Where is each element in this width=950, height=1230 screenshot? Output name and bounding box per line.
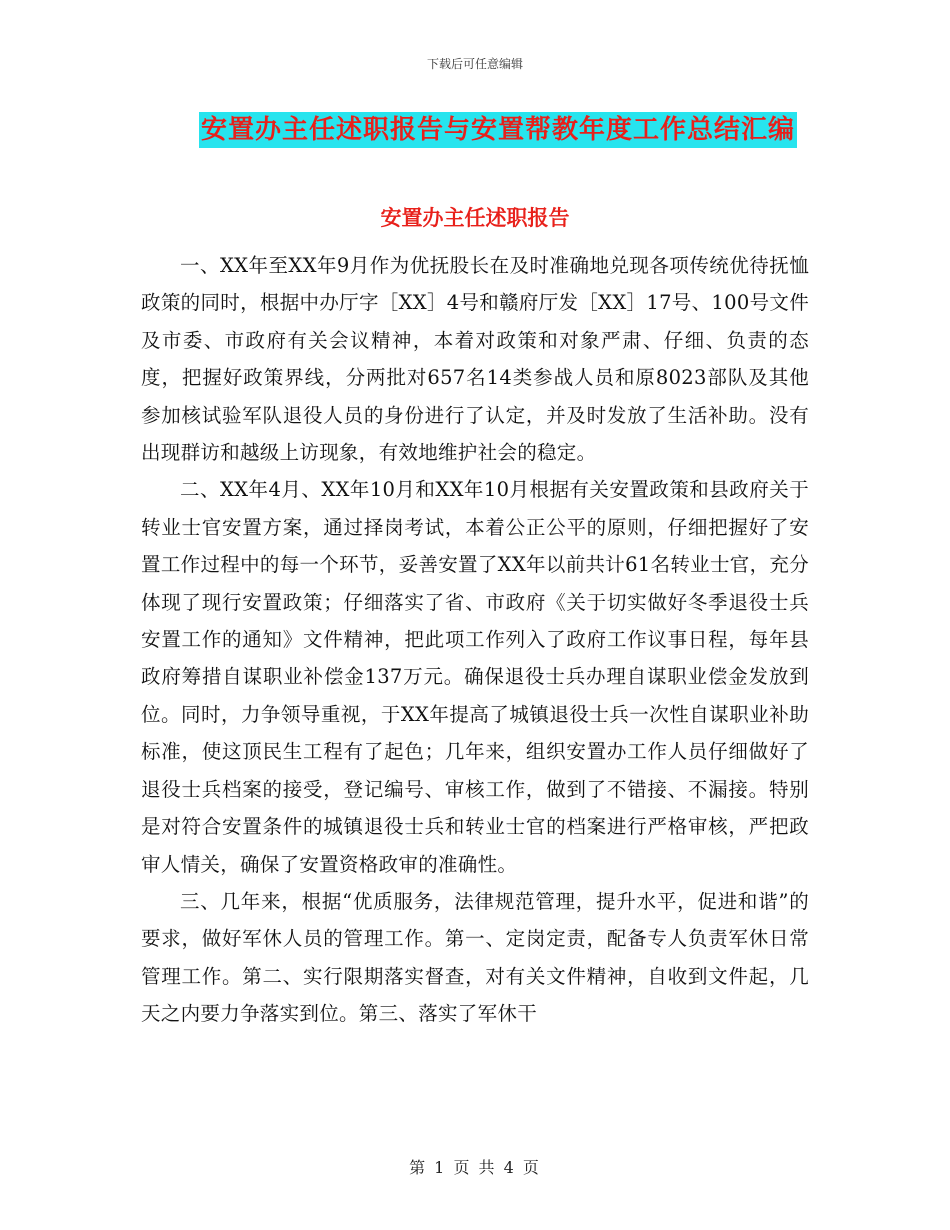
document-body xyxy=(141,247,809,1033)
paragraph-1: 一、XX年至XX年9月作为优抚股长在及时准确地兑现各项传统优待抚恤政策的同时，根据中办厅字［XX］4号和赣府厅发［XX］17号、100号文件及市委、市政府有关会议精神，本着对政策和对象严肃、仔细、负责的态度，把握好政策界线，分两批对657名14类参战人员和原8023部队及其他参加核试验军队退役人员的身份进行了认定，并及时发放了生活补助。没有出现群访和越级上访现象，有效地维护社会的稳定。 xyxy=(141,254,809,465)
document-title: 安置办主任述职报告与安置帮教年度工作总结汇编 xyxy=(199,112,797,148)
page-header-note: 下载后可任意编辑 xyxy=(426,57,523,71)
paragraph-3: 三、几年来，根据“优质服务，法律规范管理，提升水平，促进和谐”的要求，做好军休人员的管理工作。第一、定岗定责，配备专人负责军休日常管理工作。第二、实行限期落实督查，对有关文件精神，自收到文件起，几天之内要力争落实到位。第三、落实了军休干 xyxy=(141,889,809,1026)
main-title-container xyxy=(0,112,950,148)
section-title: 安置办主任述职报告 xyxy=(380,206,570,230)
paragraph-2: 二、XX年4月、XX年10月和XX年10月根据有关安置政策和县政府关于转业士官安置方案，通过择岗考试，本着公正公平的原则，仔细把握好了安置工作过程中的每一个环节，妥善安置了XX年以前共计61名转业士官，充分体现了现行安置政策；仔细落实了省、市政府《关于切实做好冬季退役士兵安置工作的通知》文件精神，把此项工作列入了政府工作议事日程，每年县政府筹措自谋职业补偿金137万元。确保退役士兵办理自谋职业偿金发放到位。同时，力争领导重视，于XX年提高了城镇退役士兵一次性自谋职业补助标准，使这顶民生工程有了起色；几年来，组织安置办工作人员仔细做好了退役士兵档案的接受，登记编号、审核工作，做到了不错接、不漏接。特别是对符合安置条件的城镇退役士兵和转业士官的档案进行严格审核，严把政审人情关，确保了安置资格政审的准确性。 xyxy=(141,478,809,876)
page-number-footer: 第 1 页 共 4 页 xyxy=(409,1158,541,1177)
